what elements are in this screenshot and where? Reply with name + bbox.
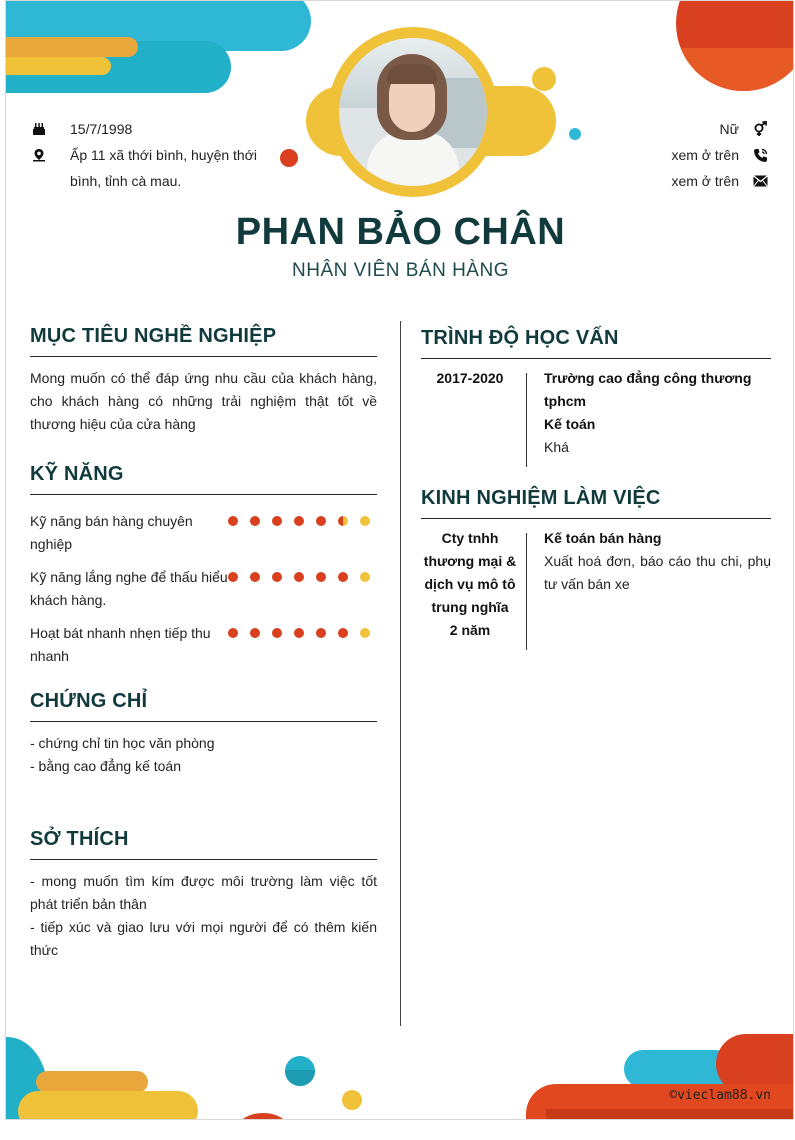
education-school: Trường cao đẳng công thương tphcm <box>544 370 752 409</box>
job-title: NHÂN VIÊN BÁN HÀNG <box>292 260 509 281</box>
certificates-underline <box>30 721 377 722</box>
rating-dot <box>272 516 282 526</box>
phone-icon <box>751 142 769 168</box>
rating-dot <box>294 628 304 638</box>
rating-dot <box>338 628 348 638</box>
cake-icon <box>30 116 48 142</box>
decor-blue-dot <box>569 128 581 140</box>
gender-row <box>720 116 769 142</box>
certificate-line-2: - bằng cao đẳng kế toán <box>30 758 182 774</box>
skills-underline <box>30 494 377 495</box>
experience-company-block <box>421 527 519 642</box>
rating-dot <box>250 516 260 526</box>
decor-circle-red-top <box>676 0 794 91</box>
mail-icon <box>751 168 769 194</box>
rating-dot <box>228 628 238 638</box>
experience-description: Xuất hoá đơn, báo cáo thu chi, phụ tư vấn bán xe <box>544 553 771 592</box>
education-period: 2017-2020 <box>436 370 504 386</box>
phone-row <box>671 142 769 168</box>
birthday-text: 15/7/1998 <box>70 121 133 137</box>
hobby-line-2: - tiếp xúc và giao lưu với mọi người để có thêm kiến thức <box>30 919 377 958</box>
rating-dot <box>250 628 260 638</box>
objective-underline <box>30 356 377 357</box>
rating-dot-empty <box>360 516 370 526</box>
education-underline <box>421 358 771 359</box>
skills-title: KỸ NĂNG <box>30 463 124 485</box>
footer-credit: ©vieclam88.vn <box>669 1088 771 1103</box>
decor-blob-yellow-bottom <box>18 1091 198 1120</box>
experience-position: Kế toán bán hàng <box>544 530 662 546</box>
certificate-line-1: - chứng chỉ tin học văn phòng <box>30 735 215 751</box>
address-line-2: bình, tỉnh cà mau. <box>70 173 182 189</box>
decor-circle-red-bottom <box>238 1113 288 1120</box>
rating-dot <box>338 572 348 582</box>
decor-blob-yellow <box>5 57 111 75</box>
decor-blob-orange <box>5 37 138 57</box>
rating-dot-empty <box>360 628 370 638</box>
rating-dot <box>228 572 238 582</box>
decor-blob-orange-bottom <box>36 1071 148 1093</box>
cv-page <box>5 0 794 1120</box>
rating-dot <box>250 572 260 582</box>
rating-dot <box>294 572 304 582</box>
objective-title: MỤC TIÊU NGHỀ NGHIỆP <box>30 325 277 347</box>
experience-duration: 2 năm <box>449 622 491 638</box>
hobbies-underline <box>30 859 377 860</box>
education-title: TRÌNH ĐỘ HỌC VẤN <box>421 327 619 349</box>
candidate-name: PHAN BẢO CHÂN <box>235 211 566 253</box>
education-major: Kế toán <box>544 416 596 432</box>
decor-circle-yellow-small <box>342 1090 362 1110</box>
experience-company: Cty tnhh thương mại & dịch vụ mô tô trung nghĩa <box>423 530 517 615</box>
rating-dot-empty <box>360 572 370 582</box>
decor-blob-red-dark-bottom <box>546 1109 794 1120</box>
rating-dot <box>228 516 238 526</box>
rating-dot <box>294 516 304 526</box>
decor-yellow-small-circle <box>532 67 556 91</box>
column-divider <box>400 321 401 1026</box>
rating-dot-half <box>338 516 348 526</box>
email-text: xem ở trên <box>671 173 739 189</box>
email-row <box>671 168 769 194</box>
education-timeline-line <box>526 373 527 467</box>
rating-dot <box>316 516 326 526</box>
experience-timeline-line <box>526 533 527 650</box>
education-details <box>544 367 771 459</box>
skill-label-3: Hoạt bát nhanh nhẹn tiếp thu nhanh <box>30 625 211 664</box>
location-icon <box>30 142 48 168</box>
rating-dot <box>316 572 326 582</box>
address-row <box>30 142 270 194</box>
rating-dot <box>316 628 326 638</box>
experience-details <box>544 527 771 596</box>
rating-dot <box>272 572 282 582</box>
objective-text: Mong muốn có thể đáp ứng nhu cầu của khách hàng, cho khách hàng có những trải nghiệm thật tốt về thương hiệu của cửa hàng <box>30 370 377 432</box>
skill-rating-3 <box>228 628 370 638</box>
decor-red-dot <box>280 149 298 167</box>
experience-underline <box>421 518 771 519</box>
gender-text: Nữ <box>719 121 739 137</box>
hobbies-title: SỞ THÍCH <box>30 828 129 850</box>
avatar-photo <box>339 38 487 186</box>
hobby-line-1: - mong muốn tìm kím được môi trường làm việc tốt phát triển bản thân <box>30 873 377 912</box>
decor-circle-blue-small <box>285 1056 315 1086</box>
skill-label-1: Kỹ năng bán hàng chuyên nghiệp <box>30 513 193 552</box>
certificates-title: CHỨNG CHỈ <box>30 690 148 712</box>
experience-title: KINH NGHIỆM LÀM VIỆC <box>421 487 661 509</box>
avatar <box>328 27 498 197</box>
address-line-1: Ấp 11 xã thới bình, huyện thới <box>70 147 257 163</box>
gender-icon <box>751 116 769 142</box>
skill-rating-1 <box>228 516 370 526</box>
birthday-row <box>30 116 132 142</box>
rating-dot <box>272 628 282 638</box>
education-grade: Khá <box>544 439 569 455</box>
skill-label-2: Kỹ năng lắng nghe để thấu hiểu khách hàng. <box>30 569 228 608</box>
skill-rating-2 <box>228 572 370 582</box>
phone-text: xem ở trên <box>671 147 739 163</box>
